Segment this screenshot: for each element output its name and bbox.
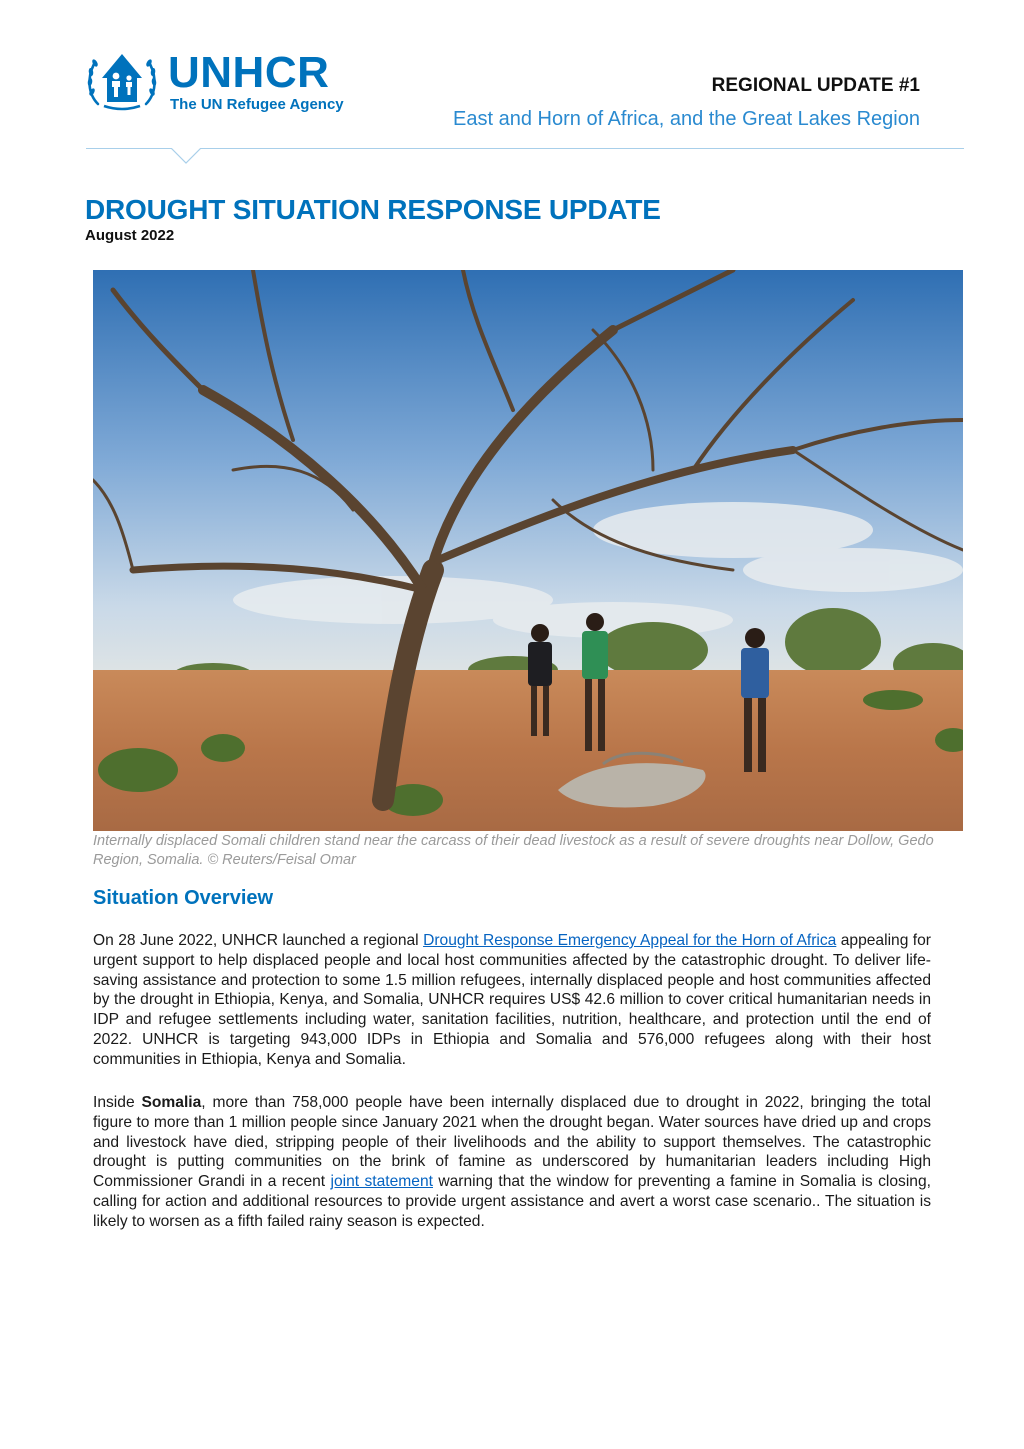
- paragraph-text: Inside: [93, 1094, 142, 1111]
- photo-caption: Internally displaced Somali children stand near the carcass of their dead livestock as a result of severe droughts near Dollow, Gedo Region, Somalia. © Reuters/Feisal Omar: [93, 833, 934, 868]
- report-label: [453, 74, 920, 131]
- update-number: REGIONAL UPDATE #1: [711, 75, 920, 96]
- logo-tagline: The UN Refugee Agency: [170, 96, 344, 113]
- divider-notch-icon: [170, 148, 202, 166]
- country-name-somalia: Somalia: [141, 1094, 202, 1111]
- paragraph-text: appealing for urgent support to help displaced people and local host communities affected by the catastrophic drought. To deliver life-saving assistance and protection to some 1.5 million refugees, internally displaced people and host communities affected by the drought in Ethiopia, Kenya, and Somalia, UNHCR requires US$ 42.6 million to cover critical humanitarian needs in IDP and refugee settlements including water, sanitation facilities, nutrition, healthcare, and protection until the end of 2022. UNHCR is targeting 943,000 IDPs in Ethiopia and Somalia and 576,000 refugees along with their host communities in Ethiopia, Kenya and Somalia.: [93, 932, 931, 1068]
- appeal-link[interactable]: Drought Response Emergency Appeal for the Horn of Africa: [423, 932, 837, 949]
- unhcr-emblem-icon: [84, 48, 160, 112]
- document-title: DROUGHT SITUATION RESPONSE UPDATE: [85, 194, 661, 225]
- document-date: August 2022: [85, 227, 175, 244]
- unhcr-logo: [84, 48, 374, 118]
- paragraph-text: , more than 758,000 people have been internally displaced due to drought in 2022, bringing the total figure to more than 1 million people since January 2021 when the drought began. Water sources have dried up and crops and livestock have died, stripping people of their livelihoods and the ability to support themselves. The catastrophic drought is putting communities on the brink of famine as underscored by humanitarian leaders including High Commissioner Grandi in a recent: [93, 1094, 931, 1191]
- logo-wordmark: UNHCR: [168, 48, 330, 97]
- region-name: East and Horn of Africa, and the Great Lakes Region: [453, 108, 920, 130]
- paragraph-text: warning that the window for preventing a famine in Somalia is closing, calling for action and additional resources to provide urgent assistance and avert a worst case scenario.. The situation is likely to worsen as a fifth failed rainy season is expected.: [93, 1173, 931, 1230]
- header-divider: [86, 148, 964, 149]
- drought-scene-image: [93, 270, 963, 831]
- section-heading-situation-overview: Situation Overview: [93, 887, 274, 909]
- cover-photo: [93, 270, 963, 831]
- overview-paragraph-2: [93, 1093, 931, 1232]
- joint-statement-link[interactable]: joint statement: [330, 1173, 433, 1191]
- overview-paragraph-1: [93, 931, 931, 1070]
- paragraph-text: On 28 June 2022, UNHCR launched a regional: [93, 932, 424, 949]
